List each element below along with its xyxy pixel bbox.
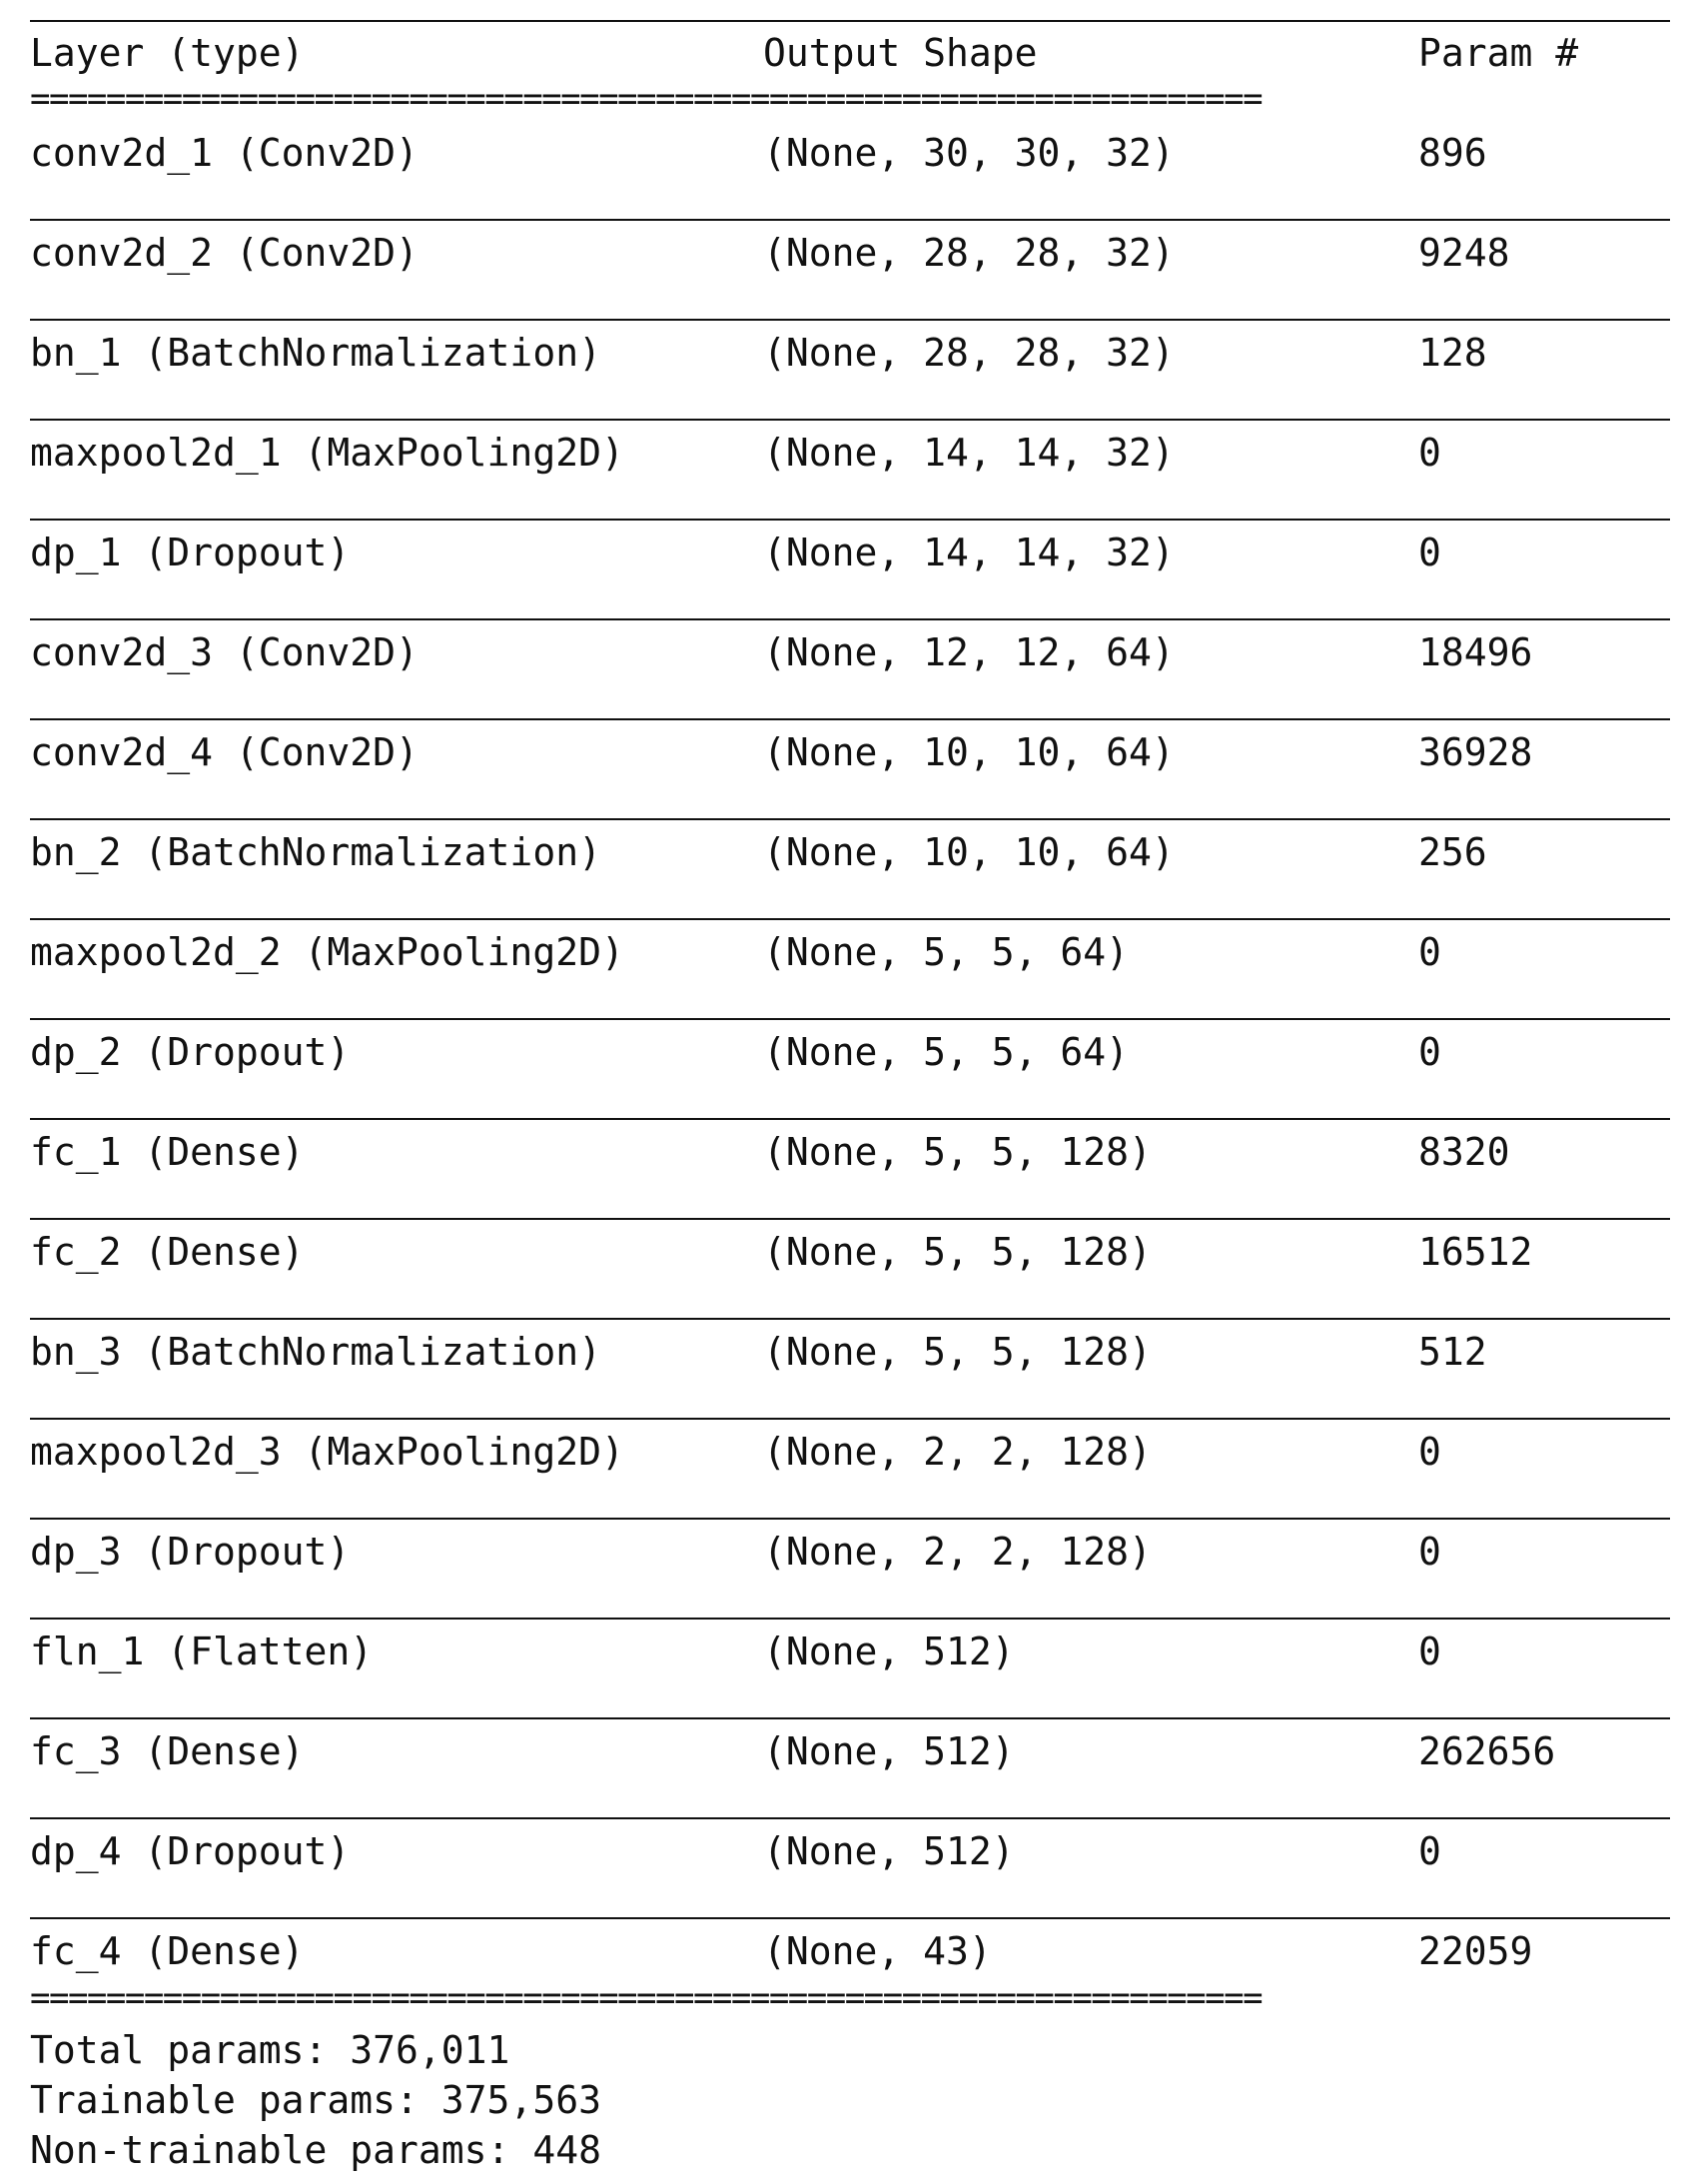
param-count-cell: 0 [1418,531,1441,574]
param-count-cell: 36928 [1418,730,1533,774]
layer-name-cell: maxpool2d_3 (MaxPooling2D) [30,1430,624,1474]
layer-name-cell: bn_1 (BatchNormalization) [30,331,601,375]
double-rule-top: ================================================================= [30,82,1263,116]
table-row [30,203,1670,303]
output-shape-cell: (None, 12, 12, 64) [763,630,1175,674]
output-shape-cell: (None, 14, 14, 32) [763,531,1175,574]
output-shape-cell: (None, 28, 28, 32) [763,331,1175,375]
header-output-shape: Output Shape [763,31,1038,75]
layer-name-cell: dp_1 (Dropout) [30,531,351,574]
table-row [30,503,1670,602]
layer-name-cell: dp_3 (Dropout) [30,1530,351,1574]
param-count-cell: 0 [1418,1829,1441,1873]
param-count-cell: 0 [1418,930,1441,974]
table-row [30,1402,1670,1502]
table-row [30,1602,1670,1701]
output-shape-cell: (None, 30, 30, 32) [763,131,1175,175]
param-count-cell: 0 [1418,1530,1441,1574]
param-count-cell: 896 [1418,131,1487,175]
layer-name-cell: maxpool2d_1 (MaxPooling2D) [30,431,624,475]
layer-name-cell: conv2d_1 (Conv2D) [30,131,419,175]
output-shape-cell: (None, 2, 2, 128) [763,1430,1152,1474]
output-shape-cell: (None, 10, 10, 64) [763,730,1175,774]
param-count-cell: 0 [1418,431,1441,475]
layer-name-cell: dp_2 (Dropout) [30,1030,351,1074]
output-shape-cell: (None, 14, 14, 32) [763,431,1175,475]
output-shape-cell: (None, 5, 5, 64) [763,930,1130,974]
table-row [30,303,1670,403]
table-row [30,1502,1670,1602]
output-shape-cell: (None, 512) [763,1829,1015,1873]
table-row [30,602,1670,702]
header-layer: Layer (type) [30,31,305,75]
output-shape-cell: (None, 10, 10, 64) [763,830,1175,874]
param-count-cell: 256 [1418,830,1487,874]
table-row [30,1801,1670,1901]
header-param-count: Param # [1418,31,1579,75]
param-count-cell: 0 [1418,1630,1441,1673]
output-shape-cell: (None, 512) [763,1729,1015,1773]
param-count-cell: 16512 [1418,1230,1533,1274]
output-shape-cell: (None, 43) [763,1929,992,1973]
param-count-cell: 9248 [1418,231,1510,275]
table-row [30,403,1670,503]
layer-name-cell: conv2d_3 (Conv2D) [30,630,419,674]
layer-name-cell: fc_4 (Dense) [30,1929,305,1973]
table-row [30,802,1670,902]
output-shape-cell: (None, 5, 5, 128) [763,1330,1152,1374]
param-count-cell: 8320 [1418,1130,1510,1174]
layer-name-cell: fc_2 (Dense) [30,1230,305,1274]
layer-name-cell: fln_1 (Flatten) [30,1630,374,1673]
layer-name-cell: bn_2 (BatchNormalization) [30,830,601,874]
param-count-cell: 22059 [1418,1929,1533,1973]
layer-name-cell: bn_3 (BatchNormalization) [30,1330,601,1374]
param-count-cell: 128 [1418,331,1487,375]
param-count-cell: 0 [1418,1430,1441,1474]
table-row [30,103,1670,203]
non-trainable-params: Non-trainable params: 448 [30,2128,601,2172]
double-rule-bottom: ================================================================= [30,1981,1263,2015]
layer-name-cell: fc_1 (Dense) [30,1130,305,1174]
param-count-cell: 0 [1418,1030,1441,1074]
layer-name-cell: dp_4 (Dropout) [30,1829,351,1873]
table-row [30,702,1670,802]
table-row [30,1102,1670,1202]
table-row [30,1302,1670,1402]
param-count-cell: 18496 [1418,630,1533,674]
table-row [30,1701,1670,1801]
output-shape-cell: (None, 5, 5, 128) [763,1130,1152,1174]
total-params: Total params: 376,011 [30,2028,510,2072]
trainable-params: Trainable params: 375,563 [30,2078,601,2122]
output-shape-cell: (None, 28, 28, 32) [763,231,1175,275]
param-count-cell: 262656 [1418,1729,1556,1773]
table-row [30,902,1670,1002]
layer-name-cell: fc_3 (Dense) [30,1729,305,1773]
output-shape-cell: (None, 2, 2, 128) [763,1530,1152,1574]
param-count-cell: 512 [1418,1330,1487,1374]
layer-name-cell: conv2d_4 (Conv2D) [30,730,419,774]
table-row [30,1002,1670,1102]
output-shape-cell: (None, 5, 5, 64) [763,1030,1130,1074]
output-shape-cell: (None, 5, 5, 128) [763,1230,1152,1274]
output-shape-cell: (None, 512) [763,1630,1015,1673]
table-row [30,1202,1670,1302]
layer-name-cell: maxpool2d_2 (MaxPooling2D) [30,930,624,974]
layer-name-cell: conv2d_2 (Conv2D) [30,231,419,275]
